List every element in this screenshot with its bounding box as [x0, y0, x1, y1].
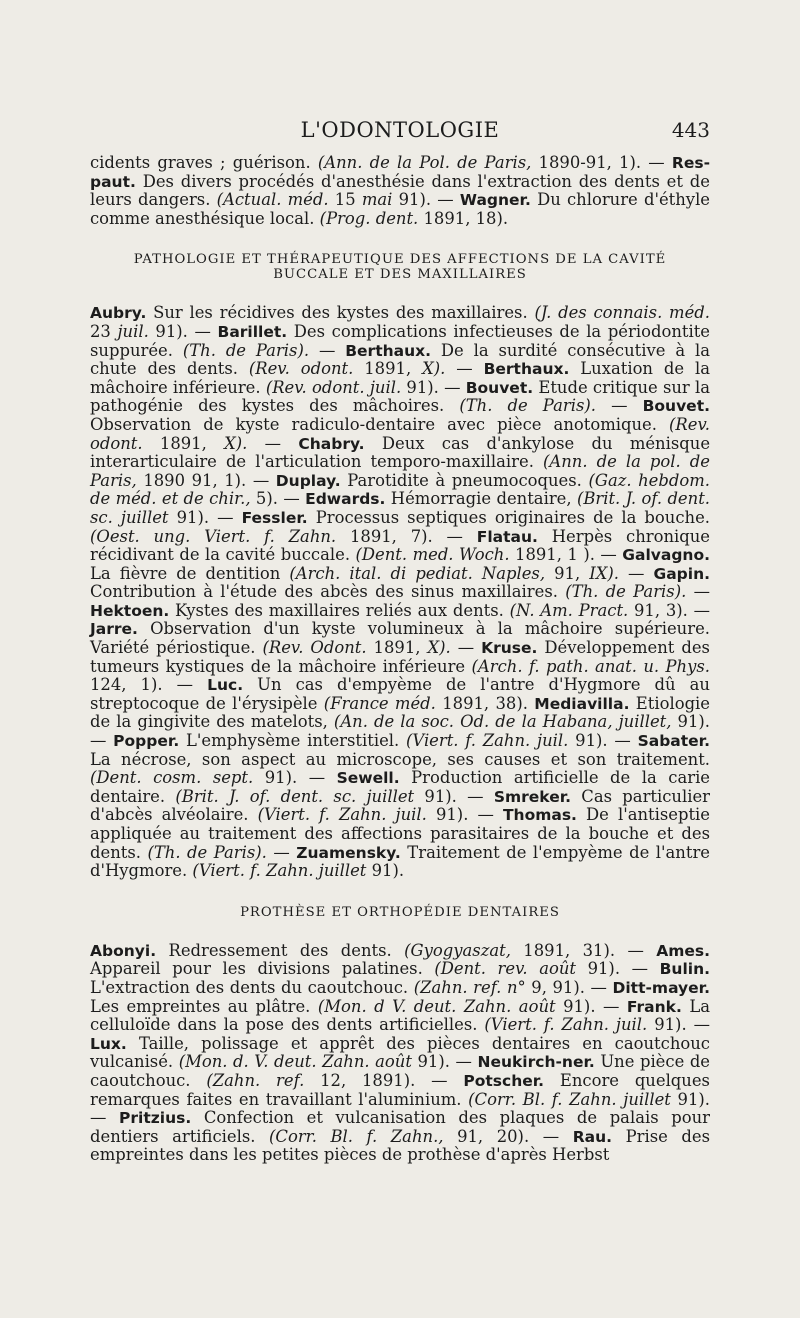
citation-source: (Th. de Paris). — [182, 340, 310, 360]
citation-source: (Rev. odont. — [90, 414, 710, 453]
citation-source: (Prog. dent. — [319, 208, 419, 228]
author-name: Neukirch-ner. — [477, 1053, 595, 1072]
text-run: 1891, 31). — — [510, 940, 657, 960]
citation-source: (Arch. ital. di pediat. Naples, — [289, 563, 546, 583]
text-run: 91). — — [392, 190, 460, 210]
author-name: Zuamensky. — [296, 843, 401, 862]
author-name: Kruse. — [481, 639, 538, 658]
author-name: Sewell. — [336, 769, 400, 788]
author-name: Rau. — [572, 1127, 613, 1146]
text-run: 91). — — [168, 507, 242, 527]
citation-source: X). — [422, 359, 446, 379]
article-body — [90, 154, 710, 1165]
citation-source: (Arch. f. path. anat. u. Phys. — [471, 656, 710, 676]
citation-source: X). — [224, 433, 248, 453]
text-run: Les empreintes au plâtre. — [90, 996, 318, 1016]
text-run: Un cas d'empyème de l'antre d'Hygmore dû au streptocoque de l'érysipèle — [90, 675, 710, 713]
citation-source: (An. de la soc. Od. de la Habana, juillet, — [333, 712, 672, 732]
text-run: Traitement de l'empyème de l'antre d'Hygmore. — [90, 842, 710, 881]
text-run: 1890 91, 1). — — [136, 470, 276, 490]
text-run: 91). — — [90, 712, 711, 751]
text-run: 9, 91). — — [525, 977, 613, 997]
text-run: 1891, 7). — — [336, 526, 477, 546]
text-run: Hémorragie dentaire, — [385, 489, 577, 509]
text-run: Production artificielle de la carie dentaire. — [90, 768, 711, 806]
citation-source: (Zahn. ref. — [206, 1070, 305, 1090]
author-name: Duplay. — [275, 471, 341, 490]
author-name: Smreker. — [493, 787, 572, 806]
text-run: — — [595, 396, 643, 416]
text-run: 91). — — [90, 1089, 711, 1128]
author-name: Res-paut. — [90, 154, 711, 191]
text-run: 12, 1891). — — [304, 1070, 464, 1090]
citation-source: (Brit. J. of. dent. sc. juillet — [90, 489, 710, 527]
text-run: 1891, 18). — [418, 208, 509, 228]
author-name: Potscher. — [463, 1071, 545, 1090]
author-name: Abonyi. — [90, 941, 157, 960]
text-run: De la surdité consécutive à la chute des dents. — [90, 340, 711, 379]
text-run: La celluloïde dans la pose des dents artificielles. — [90, 996, 710, 1035]
running-title: L'ODONTOLOGIE — [300, 118, 500, 142]
citation-source: (Ann. de la Pol. de Paris, — [317, 153, 532, 172]
bibliography-paragraph — [90, 942, 710, 1165]
text-run: — — [618, 563, 654, 583]
text-run: 1891, — [366, 638, 428, 658]
author-name: Popper. — [113, 732, 180, 751]
page-number: 443 — [671, 118, 710, 142]
citation-source: (Mon. d. V. deut. Zahn. août — [178, 1052, 412, 1072]
text-run: 23 — [90, 321, 118, 341]
author-name: Ditt-mayer. — [612, 978, 710, 997]
text-run: Sur les récidives des kystes des maxillaires. — [146, 303, 535, 323]
citation-source: IX). — [589, 563, 619, 583]
text-run: Observation d'un kyste volumineux à la mâchoire supérieure. Variété périostique. — [90, 619, 710, 658]
text-run: Des divers procédés d'anesthésie dans l'extraction des dents et de leurs dangers. — [90, 171, 710, 210]
author-name: Wagner. — [459, 191, 531, 210]
text-run: — — [309, 340, 346, 360]
citation-source: (Th. de Paris). — [565, 582, 687, 602]
text-run: Taille, polissage et apprêt des pièces dentaires en caoutchouc vulcanisé. — [90, 1033, 710, 1072]
text-run: — — [445, 359, 484, 379]
text-run: 1891, 38). — [435, 693, 535, 713]
text-run: L'emphysème interstitiel. — [179, 731, 406, 751]
author-name: Chabry. — [298, 434, 365, 453]
text-run: Herpès chronique récidivant de la cavité buccale. — [90, 526, 710, 565]
text-run: 91, — [545, 563, 590, 583]
author-name: Frank. — [626, 997, 682, 1016]
text-run: 91, 20). — — [443, 1126, 573, 1146]
text-run: 1891, — [142, 433, 225, 453]
text-run: 15 — [328, 190, 362, 210]
citation-source: (Rev. odont. — [248, 359, 354, 379]
text-run: 91). — — [414, 786, 494, 806]
citation-source: (Viert. f. Zahn. juillet — [192, 861, 367, 881]
citation-source: (Mon. d V. deut. Zahn. août — [317, 996, 556, 1016]
author-name: Flatau. — [476, 527, 538, 546]
text-run: La fièvre de dentition — [90, 563, 290, 583]
text-run: De l'antiseptie appliquée au traitement des affections parasitaires de la bouche et des dents. — [90, 805, 710, 862]
bibliography-paragraph — [90, 304, 710, 880]
citation-source: (Corr. Bl. f. Zahn., — [269, 1126, 444, 1146]
citation-source: (Th. de Paris). — [147, 842, 267, 862]
citation-source: (Actual. méd. — [216, 190, 329, 210]
text-run: Encore quelques remarques faites en travaillant l'aluminium. — [90, 1070, 710, 1109]
text-run: — — [450, 638, 482, 658]
citation-source: (Viert. f. Zahn. juil. — [257, 805, 427, 825]
author-name: Jarre. — [90, 620, 138, 639]
text-run: 91). — — [253, 768, 337, 788]
citation-source: (Gyogyaszat, — [404, 940, 511, 960]
text-run: 91). — — [411, 1052, 478, 1072]
citation-source: (Brit. J. of. dent. sc. juillet — [175, 786, 415, 806]
author-name: Sabater. — [637, 732, 710, 751]
text-run: Luxation de la mâchoire inférieure. — [90, 359, 711, 397]
text-run: Observation de kyste radiculo-dentaire avec pièce anotomique. — [90, 414, 670, 434]
citation-source: (France méd. — [323, 693, 436, 713]
text-run: Parotidite à pneumocoques. — [340, 470, 589, 490]
citation-source: (Gaz. hebdom. de méd. et de chir., — [90, 470, 710, 509]
text-run: 1891, 1 ). — — [509, 545, 623, 565]
section-heading: PROTHÈSE ET ORTHOPÉDIE DENTAIRES — [240, 904, 560, 920]
author-name: Lux. — [90, 1034, 127, 1053]
author-name: Gapin. — [653, 564, 711, 583]
citation-source: (Zahn. ref. n° — [413, 977, 526, 997]
citation-source: (Dent. med. Woch. — [355, 545, 510, 565]
text-run: 91). — — [568, 731, 638, 751]
citation-source: (Oest. ung. Viert. f. Zahn. — [90, 526, 337, 546]
citation-source: juil. — [117, 321, 149, 341]
text-run: 91). — — [401, 377, 466, 397]
author-name: Fessler. — [241, 508, 308, 527]
text-run: — — [686, 582, 710, 602]
text-run: 1890-91, 1). — — [531, 153, 672, 172]
author-name: Aubry. — [90, 304, 147, 323]
author-name: Berthaux. — [345, 341, 432, 360]
text-run: L'extraction des dents du caoutchouc. — [90, 977, 414, 997]
citation-source: (J. des connais. méd. — [534, 303, 710, 323]
author-name: Thomas. — [502, 806, 577, 825]
citation-source: (Viert. f. Zahn. juil. — [406, 731, 569, 751]
text-run: Contribution à l'étude des abcès des sinus maxillaires. — [90, 582, 566, 602]
text-run: Deux cas d'ankylose du ménisque interarticulaire de l'articulation temporo-maxillaire. — [90, 433, 711, 472]
author-name: Mediavilla. — [534, 694, 630, 713]
text-run: Prise des empreintes dans les petites pièces de prothèse d'après Herbst — [90, 1126, 710, 1165]
citation-source: X). — [427, 638, 451, 658]
author-name: Barillet. — [217, 322, 288, 341]
citation-source: (Ann. de la pol. de Paris, — [90, 452, 710, 490]
citation-source: (Dent. rev. août — [434, 959, 576, 979]
citation-source: (Rev. Odont. — [262, 638, 367, 658]
author-name: Galvagno. — [622, 546, 710, 565]
citation-source: (Th. de Paris). — [459, 396, 596, 416]
author-name: Luc. — [207, 676, 244, 695]
text-run: Une pièce de caoutchouc. — [90, 1052, 711, 1090]
author-name: Bouvet. — [465, 378, 534, 397]
text-run: 91). — — [426, 805, 503, 825]
section-heading: PATHOLOGIE ET THÉRAPEUTIQUE DES AFFECTIONS DE LA CAVITÉ BUCCALE ET DES MAXILLAIRES — [133, 252, 667, 283]
text-run: Des complications infectieuses de la périodontite suppurée. — [90, 321, 710, 360]
author-name: Ames. — [656, 941, 710, 960]
text-run: Appareil pour les divisions palatines. — [90, 959, 435, 979]
text-run: Etiologie de la gingivite des matelots, — [90, 693, 711, 732]
text-run: 91). — — [555, 996, 627, 1016]
text-run: Développement des tumeurs kystiques de la mâchoire inférieure — [90, 638, 710, 676]
text-run: 91). — — [148, 321, 218, 341]
citation-source: (Viert. f. Zahn. juil. — [484, 1015, 648, 1035]
text-run: cidents graves ; guérison. — [90, 153, 318, 172]
author-name: Hektoen. — [90, 601, 170, 620]
text-run: — — [247, 433, 299, 453]
citation-source: (Rev. odont. juil. — [265, 377, 402, 397]
text-run: — — [266, 842, 297, 862]
text-run: 91). — [366, 861, 405, 881]
text-run: 91, 3). — — [628, 600, 710, 620]
page-header — [90, 118, 710, 148]
citation-source: (Dent. cosm. sept. — [90, 768, 254, 788]
author-name: Bouvet. — [642, 397, 710, 416]
text-run: Processus septiques originaires de la bouche. — [307, 507, 710, 527]
text-run: Redressement des dents. — [156, 940, 405, 960]
text-run: Confection et vulcanisation des plaques de palais pour dentiers artificiels. — [90, 1108, 710, 1146]
text-run: Etude critique sur la pathogénie des kystes des mâchoires. — [90, 377, 711, 416]
text-run: 91). — — [575, 959, 660, 979]
author-name: Berthaux. — [483, 360, 570, 379]
author-name: Pritzius. — [119, 1109, 192, 1128]
text-run: Kystes des maxillaires reliés aux dents. — [169, 600, 510, 620]
author-name: Edwards. — [305, 490, 386, 509]
bibliography-paragraph — [90, 154, 710, 228]
text-run: 91). — — [647, 1015, 710, 1035]
text-run: Du chlorure d'éthyle comme anesthésique local. — [90, 190, 711, 228]
citation-source: mai — [361, 190, 393, 210]
text-run: Cas particulier d'abcès alvéolaire. — [90, 786, 710, 825]
citation-source: (Corr. Bl. f. Zahn. juillet — [468, 1089, 671, 1109]
author-name: Bulin. — [659, 960, 711, 979]
text-run: 124, 1). — — [90, 675, 208, 695]
text-run: 1891, — [353, 359, 423, 379]
citation-source: (N. Am. Pract. — [509, 600, 629, 620]
text-run: La nécrose, son aspect au microscope, ses causes et son traitement. — [90, 749, 710, 769]
text-run: 5). — — [250, 489, 306, 509]
